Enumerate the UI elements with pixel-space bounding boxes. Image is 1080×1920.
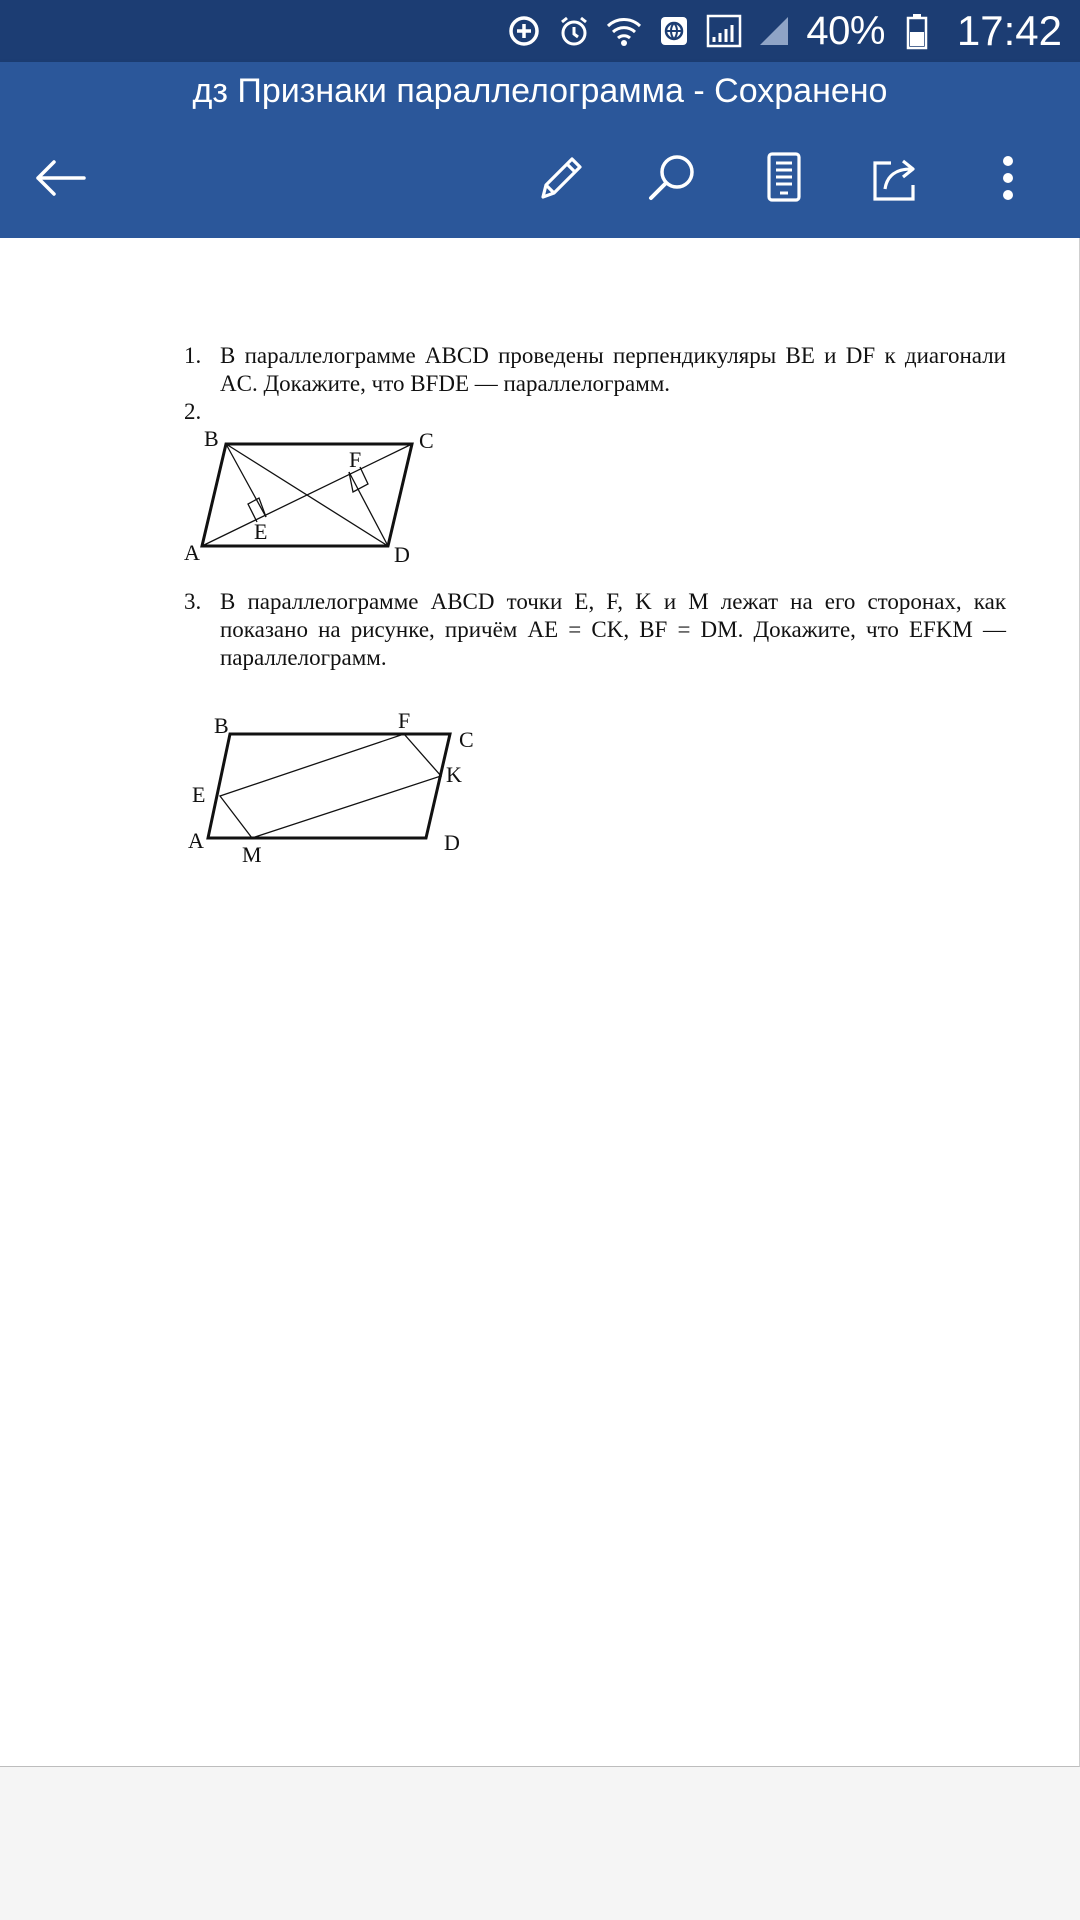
pencil-icon xyxy=(533,151,587,205)
label-e: E xyxy=(254,519,268,544)
clock: 17:42 xyxy=(956,7,1062,54)
wifi-icon xyxy=(606,13,642,49)
label-a: A xyxy=(188,828,204,853)
problem-number: 3. xyxy=(184,589,202,614)
battery-icon xyxy=(899,13,935,49)
problem-3 xyxy=(184,588,1006,672)
problem-1 xyxy=(184,342,1006,398)
label-m: M xyxy=(242,842,262,867)
label-f: F xyxy=(349,447,362,472)
label-e: E xyxy=(192,782,206,807)
back-arrow-icon xyxy=(34,158,86,198)
problem-number: 2. xyxy=(184,399,202,424)
search-icon xyxy=(645,151,699,205)
back-button[interactable] xyxy=(30,148,90,208)
more-vert-icon xyxy=(998,151,1018,205)
search-button[interactable] xyxy=(642,148,702,208)
label-b: B xyxy=(214,713,229,738)
problem-number: 1. xyxy=(184,343,202,368)
label-d: D xyxy=(444,830,460,855)
data-saver-icon xyxy=(506,13,542,49)
label-c: C xyxy=(459,727,474,752)
document-body xyxy=(184,342,1006,876)
document-page[interactable] xyxy=(0,238,1080,1767)
signal-empty-icon xyxy=(756,13,792,49)
label-b: B xyxy=(204,426,219,451)
label-f: F xyxy=(398,708,411,733)
app-bar xyxy=(0,62,1080,238)
document-title: дз Признаки параллелограмма - Сохранено xyxy=(192,72,888,110)
globe-icon xyxy=(656,13,692,49)
share-button[interactable] xyxy=(866,148,926,208)
reading-mode-button[interactable] xyxy=(754,148,814,208)
signal-icon xyxy=(706,13,742,49)
figure-parallelogram-bfde xyxy=(168,416,468,566)
edit-button[interactable] xyxy=(530,148,590,208)
label-c: C xyxy=(419,428,434,453)
share-icon xyxy=(869,151,923,205)
reading-mode-icon xyxy=(762,151,806,205)
problem-text: В параллелограмме ABCD проведены перпендикуляры BE и DF к диагонали AC. Докажите, что BFDE — параллелограмм. xyxy=(220,343,1006,396)
battery-percent: 40% xyxy=(806,8,885,53)
label-d: D xyxy=(394,542,410,567)
problem-text: В параллелограмме ABCD точки E, F, K и M лежат на его сторонах, как показано на рисунке, причём AE = CK, BF = DM. Докажите, что EFKM — параллелограмм. xyxy=(220,589,1006,670)
alarm-icon xyxy=(556,13,592,49)
label-k: K xyxy=(446,762,462,787)
status-bar xyxy=(0,0,1080,62)
figure-parallelogram-efkm xyxy=(168,686,474,876)
more-options-button[interactable] xyxy=(978,148,1038,208)
label-a: A xyxy=(184,540,200,565)
